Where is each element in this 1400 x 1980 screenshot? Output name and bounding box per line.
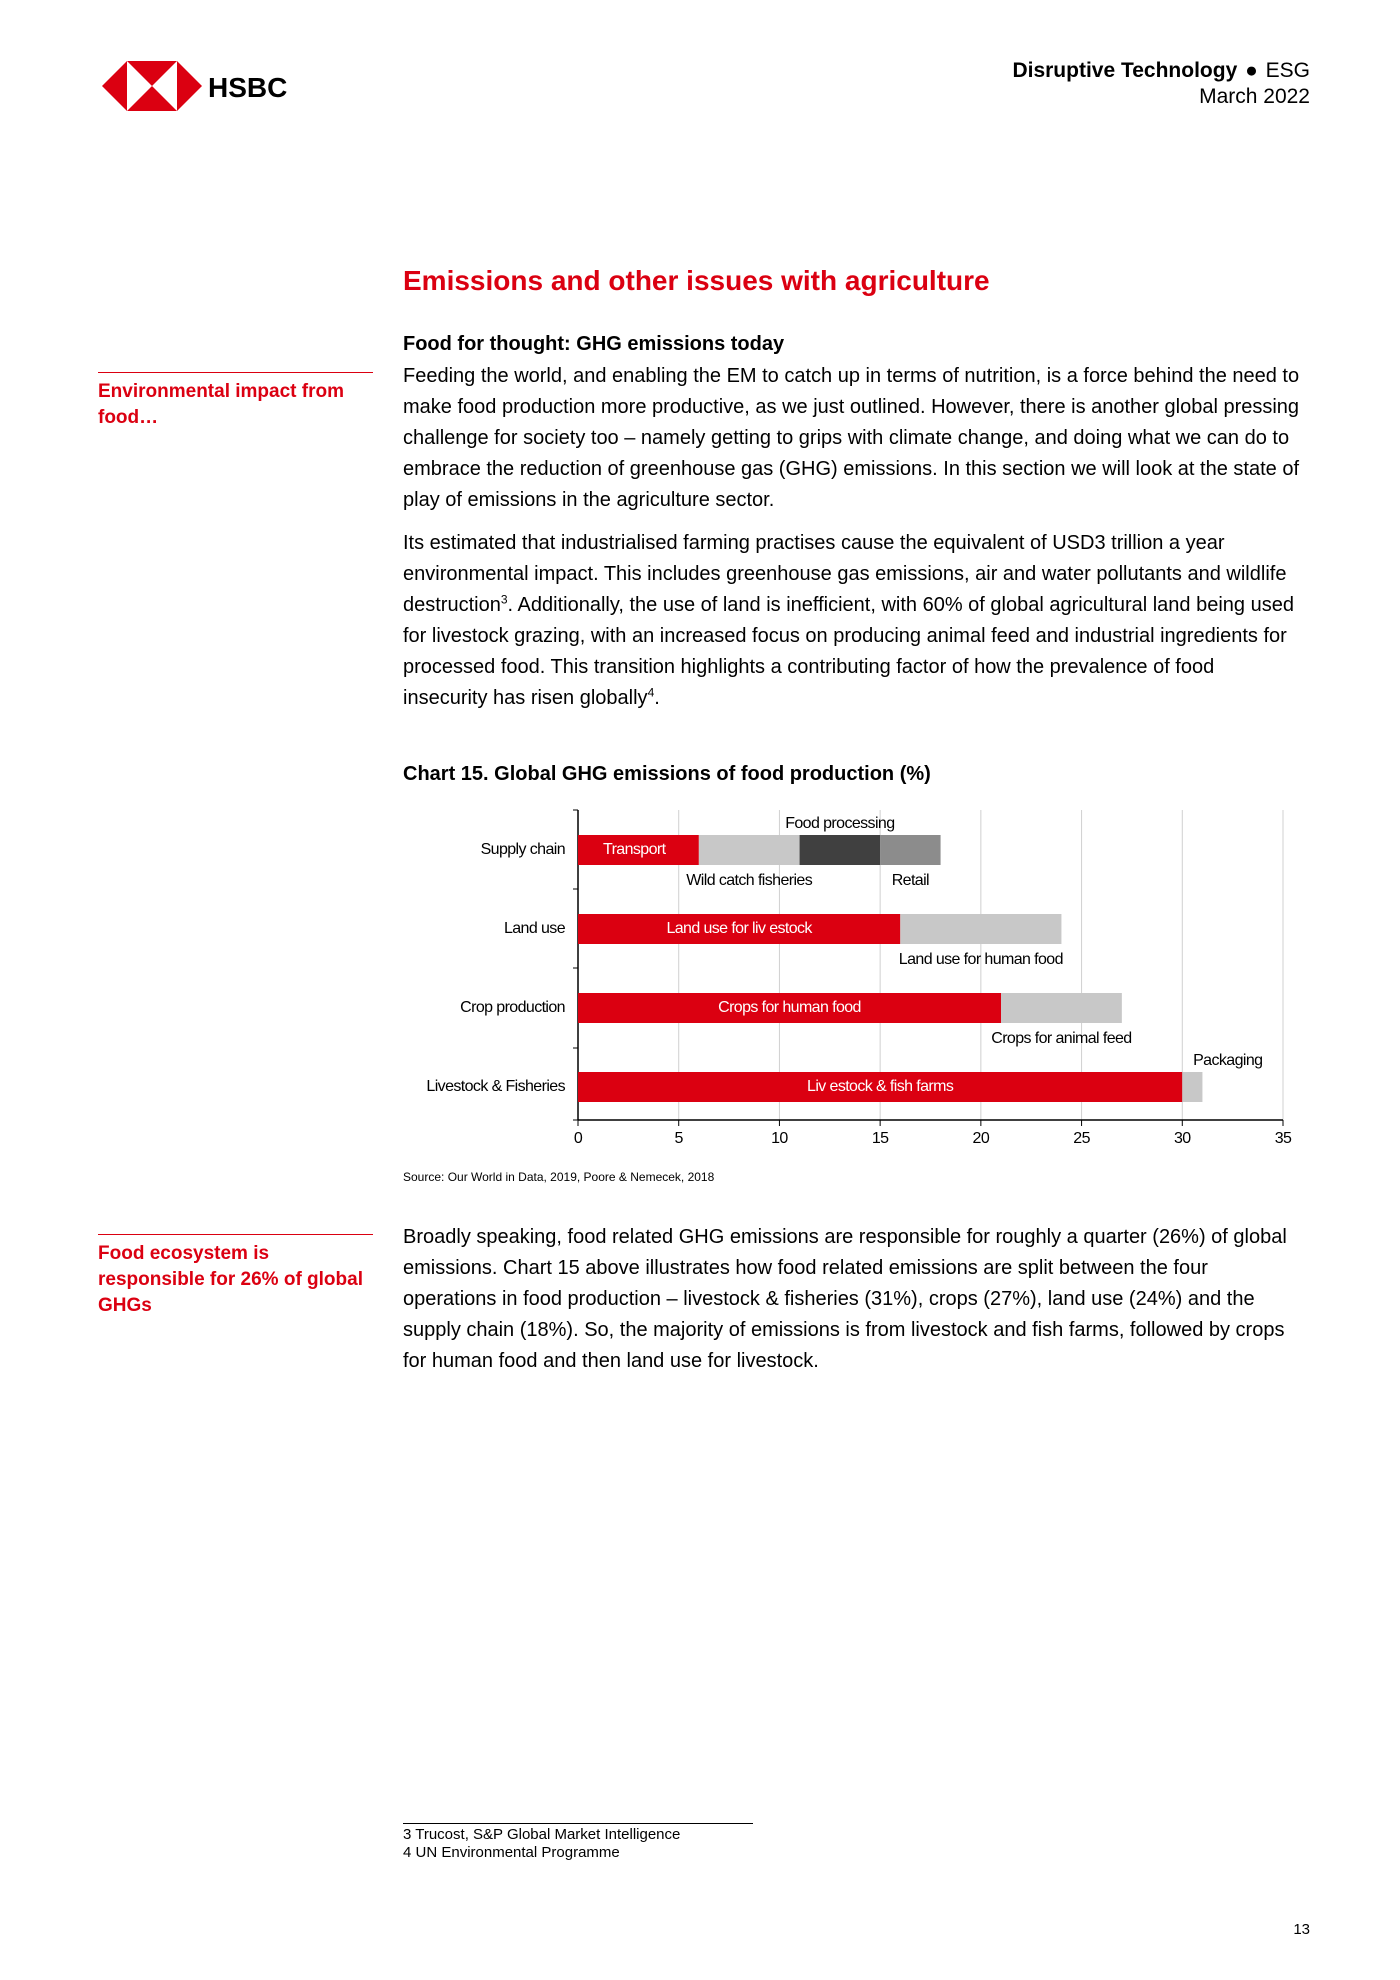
x-tick-label-5: 5	[674, 1130, 683, 1148]
segment-label-land-use-for-human-food: Land use for human food	[898, 951, 1063, 969]
footnote-4: 4 UN Environmental Programme	[403, 1844, 620, 1861]
ghg-emissions-chart	[403, 798, 1303, 1168]
segment-label-packaging: Packaging	[1193, 1052, 1263, 1070]
bar-segment-wild-catch-fisheries	[699, 835, 800, 865]
bar-segment-crops-for-animal-feed	[1001, 993, 1122, 1023]
category-label-livestock-fisheries: Livestock & Fisheries	[426, 1078, 565, 1096]
hsbc-logo	[102, 61, 288, 111]
paragraph-2-part-b: . Additionally, the use of land is inefficient, with 60% of global agricultural land being used for livestock grazing, with an increased focus on producing animal feed and industrial ingredients for processed food. This transition highlights a contributing factor of how the prevalence of food insecurity has risen globally	[403, 594, 1294, 709]
segment-label-food-processing: Food processing	[785, 815, 895, 833]
sidenote-food-ecosystem: Food ecosystem is responsible for 26% of global GHGs	[98, 1234, 373, 1319]
series-label: Disruptive Technology	[1012, 59, 1238, 82]
hsbc-hexagon-icon	[102, 61, 288, 111]
category-label-land-use: Land use	[503, 920, 565, 938]
page-number: 13	[1293, 1921, 1310, 1938]
footnote-ref-3: 3	[500, 592, 508, 607]
x-tick-label-10: 10	[771, 1130, 788, 1148]
category-label-supply-chain: Supply chain	[480, 841, 565, 859]
x-tick-label-35: 35	[1274, 1130, 1292, 1148]
segment-label-liv-estock-fish-farms: Liv estock & fish farms	[807, 1078, 954, 1096]
x-tick-label-20: 20	[972, 1130, 990, 1148]
bar-segment-retail	[880, 835, 940, 865]
x-tick-label-30: 30	[1173, 1130, 1191, 1148]
category-label-crop-production: Crop production	[460, 999, 565, 1017]
bar-segment-land-use-for-human-food	[900, 914, 1061, 944]
chart-title: Chart 15. Global GHG emissions of food production (%)	[403, 763, 931, 785]
subhead: Food for thought: GHG emissions today	[403, 333, 785, 355]
x-tick-label-0: 0	[573, 1130, 583, 1148]
bar-segment-food-processing	[800, 835, 881, 865]
header-separator: ●	[1245, 59, 1258, 82]
x-tick-label-15: 15	[871, 1130, 889, 1148]
paragraph-2-part-c: .	[654, 687, 660, 709]
segment-label-wild-catch-fisheries: Wild catch fisheries	[686, 872, 813, 890]
topic-label: ESG	[1265, 59, 1310, 82]
logo-wordmark: HSBC	[208, 72, 288, 103]
x-tick-label-25: 25	[1073, 1130, 1090, 1148]
report-header	[1012, 58, 1310, 110]
footnote-divider	[403, 1823, 753, 1824]
paragraph-2	[403, 528, 1303, 714]
bar-segment-packaging	[1182, 1072, 1202, 1102]
segment-label-retail: Retail	[891, 872, 930, 890]
segment-label-crops-for-animal-feed: Crops for animal feed	[991, 1030, 1132, 1048]
paragraph-3: Broadly speaking, food related GHG emissions are responsible for roughly a quarter (26%) of global emissions. Chart 15 above illustrates how food related emissions are split between the four operations in food production – livestock & fisheries (31%), crops (27%), land use (24%) and the supply chain (18%). So, the majority of emissions is from livestock and fish farms, followed by crops for human food and then land use for livestock.	[403, 1226, 1287, 1372]
report-date: March 2022	[1199, 85, 1310, 108]
paragraph-1: Feeding the world, and enabling the EM to catch up in terms of nutrition, is a force behind the need to make food production more productive, as we just outlined. However, there is another global pressing challenge for society too – namely getting to grips with climate change, and doing what we can do to embrace the reduction of greenhouse gas (GHG) emissions. In this section we will look at the state of play of emissions in the agriculture sector.	[403, 365, 1300, 511]
footnote-ref-4: 4	[647, 685, 655, 700]
segment-label-transport: Transport	[603, 841, 666, 859]
footnote-3: 3 Trucost, S&P Global Market Intelligence	[403, 1826, 681, 1843]
sidenote-environmental-impact: Environmental impact from food…	[98, 372, 373, 431]
segment-label-crops-for-human-food: Crops for human food	[718, 999, 861, 1017]
section-title: Emissions and other issues with agriculture	[403, 265, 990, 296]
segment-label-land-use-for-liv-estock: Land use for liv estock	[666, 920, 812, 938]
chart-source: Source: Our World in Data, 2019, Poore & Nemecek, 2018	[403, 1170, 715, 1184]
paragraph-2-part-a: Its estimated that industrialised farming practises cause the equivalent of USD3 trillion a year environmental impact. This includes greenhouse gas emissions, air and water pollutants and wildlife destruction	[403, 532, 1287, 616]
